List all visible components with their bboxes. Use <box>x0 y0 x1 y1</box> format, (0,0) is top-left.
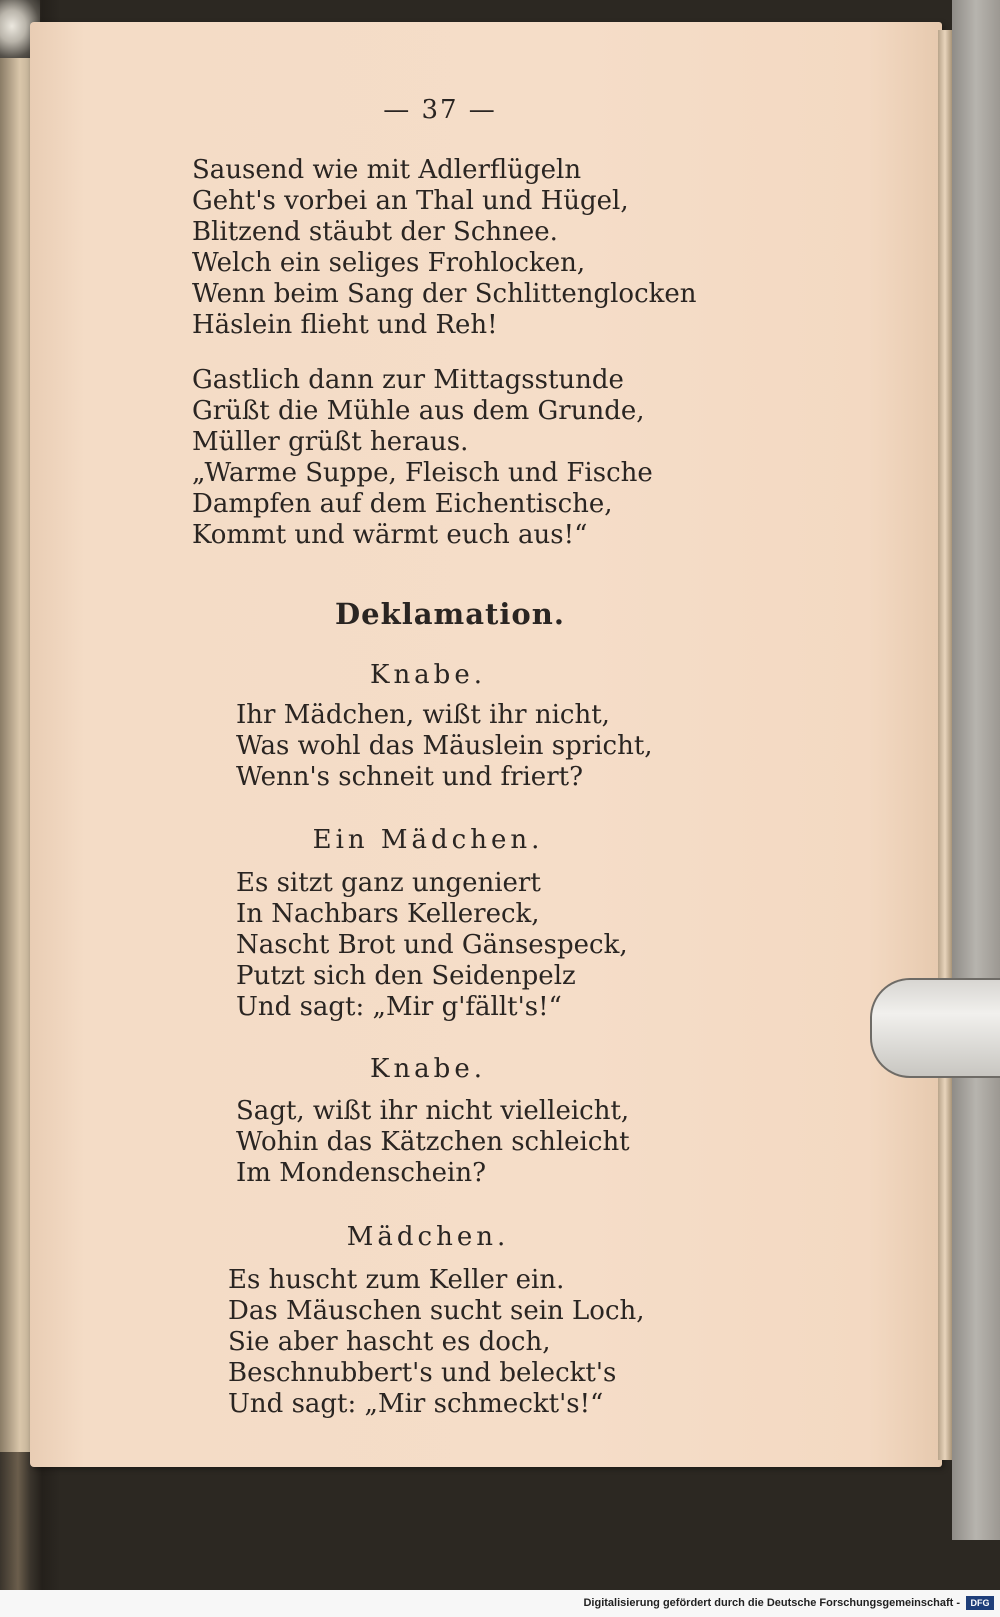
footer-credit: Digitalisierung gefördert durch die Deutsche Forschungsgemeinschaft - <box>583 1597 960 1609</box>
verse-line: Welch ein seliges Frohlocken, <box>192 248 586 278</box>
verse-line: Was wohl das Mäuslein spricht, <box>236 731 653 761</box>
verse-line: Nascht Brot und Gänsespeck, <box>236 930 628 960</box>
stanza-2 <box>192 365 653 551</box>
verse-line: Grüßt die Mühle aus dem Grunde, <box>192 396 645 426</box>
verse-line: Und sagt: „Mir g'fällt's!“ <box>236 992 562 1022</box>
verse-line: Sagt, wißt ihr nicht vielleicht, <box>236 1096 630 1126</box>
verse-line: Wohin das Kätzchen schleicht <box>236 1127 630 1157</box>
verse-line: Und sagt: „Mir schmeckt's!“ <box>228 1389 604 1419</box>
verse-line: Sie aber hascht es doch, <box>228 1327 551 1357</box>
verse-line: Gastlich dann zur Mittagsstunde <box>192 365 624 395</box>
verse-line: Häslein flieht und Reh! <box>192 310 498 340</box>
stanza-1 <box>192 155 697 341</box>
speaker-label: Knabe. <box>370 1054 486 1084</box>
speaker-label: Ein Mädchen. <box>312 825 544 855</box>
verse-line: Ihr Mädchen, wißt ihr nicht, <box>236 700 610 730</box>
verse-line: Es huscht zum Keller ein. <box>228 1265 565 1295</box>
verse-line: Es sitzt ganz ungeniert <box>236 868 541 898</box>
verse-line: Müller grüßt heraus. <box>192 427 469 457</box>
dfg-logo-icon: DFG <box>966 1596 994 1610</box>
verse-line: Dampfen auf dem Eichentische, <box>192 489 613 519</box>
verse-line: Wenn's schneit und friert? <box>236 762 584 792</box>
speaker-label: Mädchen. <box>346 1222 510 1252</box>
page-number: — 37 — <box>383 95 497 125</box>
dialogue-verse-4 <box>228 1265 645 1420</box>
section-title: Deklamation. <box>335 597 565 631</box>
verse-line: Das Mäuschen sucht sein Loch, <box>228 1296 645 1326</box>
verse-line: Sausend wie mit Adlerflügeln <box>192 155 582 185</box>
dialogue-verse-3 <box>236 1096 630 1189</box>
verse-line: Geht's vorbei an Thal und Hügel, <box>192 186 629 216</box>
dialogue-verse-2 <box>236 868 628 1023</box>
speaker-label: Knabe. <box>370 660 486 690</box>
verse-line: Putzt sich den Seidenpelz <box>236 961 576 991</box>
verse-line: Wenn beim Sang der Schlittenglocken <box>192 279 697 309</box>
dialogue-verse-1 <box>236 700 653 793</box>
verse-line: Blitzend stäubt der Schnee. <box>192 217 558 247</box>
verse-line: „Warme Suppe, Fleisch und Fische <box>192 458 653 488</box>
verse-line: Im Mondenschein? <box>236 1158 487 1188</box>
verse-line: In Nachbars Kellereck, <box>236 899 540 929</box>
verse-line: Kommt und wärmt euch aus!“ <box>192 520 588 550</box>
verse-line: Beschnubbert's und beleckt's <box>228 1358 617 1388</box>
